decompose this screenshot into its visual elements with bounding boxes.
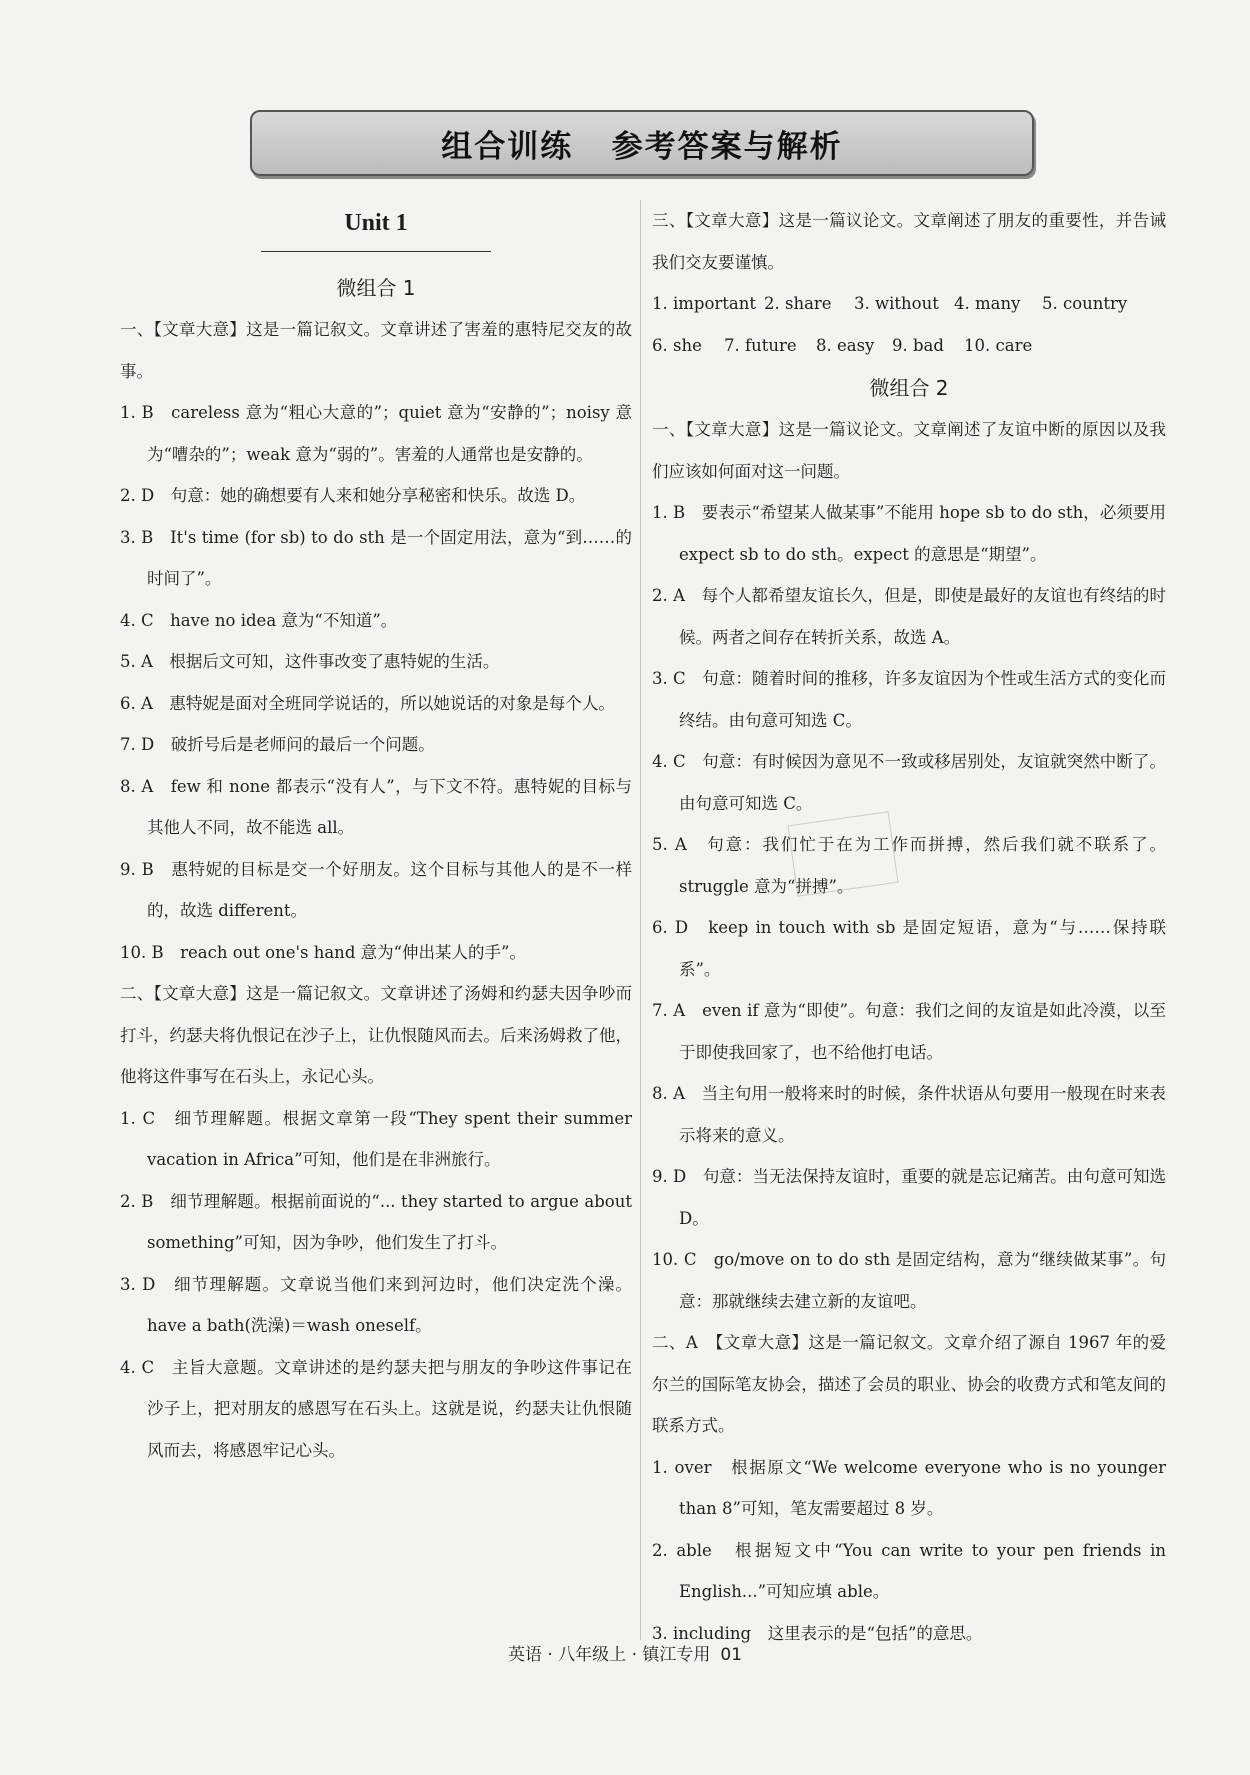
answer-item: 8. A 当主句用一般将来时的时候，条件状语从句要用一般现在时来表示将来的意义。 xyxy=(652,1084,1166,1145)
answer-item: 2. able 根据短文中“You can write to your pen friends in English...”可知应填 able。 xyxy=(652,1540,1166,1601)
section-intro: 一、【文章大意】这是一篇议论文。文章阐述了友谊中断的原因以及我们应该如何面对这一问题。 xyxy=(652,420,1166,481)
answer-item: 3. C 句意：随着时间的推移，许多友谊因为个性或生活方式的变化而终结。由句意可知选 C。 xyxy=(652,669,1166,730)
answer-item: 2. D 句意：她的确想要有人来和她分享秘密和快乐。故选 D。 xyxy=(120,486,586,505)
answer-item: 7. D 破折号后是老师问的最后一个问题。 xyxy=(120,735,435,754)
section-heading-1: 微组合 1 xyxy=(336,276,416,300)
answer-item: 2. B 细节理解题。根据前面说的“... they started to argue about something”可知，因为争吵，他们发生了打斗。 xyxy=(120,1191,632,1252)
page-footer xyxy=(0,1640,1250,1665)
fill-answer: 3. without xyxy=(854,294,939,313)
section-intro: 二、A 【文章大意】这是一篇记叙文。文章介绍了源自 1967 年的爱尔兰的国际笔友协会，描述了会员的职业、协会的收费方式和笔友间的联系方式。 xyxy=(652,1333,1166,1435)
answer-item: 6. A 惠特妮是面对全班同学说话的，所以她说话的对象是每个人。 xyxy=(120,693,615,713)
left-column xyxy=(120,200,632,1471)
answer-item: 4. C 句意：有时候因为意见不一致或移居别处，友谊就突然中断了。由句意可知选 C。 xyxy=(652,752,1166,813)
fill-answer: 6. she xyxy=(652,335,702,355)
section-intro: 三、【文章大意】这是一篇议论文。文章阐述了朋友的重要性，并告诫我们交友要谨慎。 xyxy=(652,211,1166,272)
answer-item: 1. B 要表示“希望某人做某事”不能用 hope sb to do sth，必须要用 expect sb to do sth。expect 的意思是“期望”。 xyxy=(652,503,1166,564)
answer-item: 9. B 惠特妮的目标是交一个好朋友。这个目标与其他人的是不一样的，故选 different。 xyxy=(120,859,632,920)
answer-item: 10. B reach out one's hand 意为“伸出某人的手”。 xyxy=(120,942,526,962)
title-banner xyxy=(250,110,1034,176)
answer-item: 10. C go/move on to do sth 是固定结构，意为“继续做某事”。句意：那就继续去建立新的友谊吧。 xyxy=(652,1250,1166,1311)
answer-item: 3. B It's time (for sb) to do sth 是一个固定用法，意为“到……的时间了”。 xyxy=(120,527,632,588)
fill-answer: 10. care xyxy=(964,335,1033,355)
section-intro: 二、【文章大意】这是一篇记叙文。文章讲述了汤姆和约瑟夫因争吵而打斗，约瑟夫将仇恨记在沙子上，让仇恨随风而去。后来汤姆救了他，他将这件事写在石头上，永记心头。 xyxy=(120,984,632,1086)
answer-item: 4. C 主旨大意题。文章讲述的是约瑟夫把与朋友的争吵这件事记在沙子上，把对朋友的感恩写在石头上。这就是说，约瑟夫让仇恨随风而去，将感恩牢记心头。 xyxy=(120,1357,632,1460)
fill-answer: 5. country xyxy=(1042,294,1128,313)
section-intro: 一、【文章大意】这是一篇记叙文。文章讲述了害羞的惠特尼交友的故事。 xyxy=(120,320,632,381)
answer-item: 7. A even if 意为“即使”。句意：我们之间的友谊是如此冷漠，以至于即使我回家了，也不给他打电话。 xyxy=(652,1001,1166,1062)
answer-item: 3. D 细节理解题。文章说当他们来到河边时，他们决定洗个澡。have a bath(洗澡)＝wash oneself。 xyxy=(120,1274,632,1335)
answer-item: 1. B careless 意为“粗心大意的”；quiet 意为“安静的”；noisy 意为“嘈杂的”；weak 意为“弱的”。害羞的人通常也是安静的。 xyxy=(120,403,632,464)
unit-title-rule xyxy=(261,251,491,252)
unit-title: Unit 1 xyxy=(344,210,408,236)
fill-answer: 7. future xyxy=(724,335,797,355)
page-number: 01 xyxy=(720,1645,743,1665)
answer-item: 9. D 句意：当无法保持友谊时，重要的就是忘记痛苦。由句意可知选 D。 xyxy=(652,1167,1166,1228)
column-divider xyxy=(640,200,641,1640)
fill-answer: 8. easy xyxy=(816,335,875,355)
answer-item: 2. A 每个人都希望友谊长久，但是，即使是最好的友谊也有终结的时候。两者之间存在转折关系，故选 A。 xyxy=(652,586,1166,647)
answer-item: 1. over 根据原文“We welcome everyone who is no younger than 8”可知，笔友需要超过 8 岁。 xyxy=(652,1457,1166,1518)
answer-item: 5. A 句意：我们忙于在为工作而拼搏，然后我们就不联系了。struggle 意为“拼搏”。 xyxy=(652,835,1166,896)
answer-item: 3. including 这里表示的是“包括”的意思。 xyxy=(652,1623,983,1643)
footer-label: 英语 · 八年级上 · 镇江专用 xyxy=(507,1645,711,1665)
answer-item: 5. A 根据后文可知，这件事改变了惠特妮的生活。 xyxy=(120,652,500,671)
fill-answer: 1. important xyxy=(652,294,757,313)
fill-answer: 4. many xyxy=(954,294,1021,313)
fill-answer: 9. bad xyxy=(892,335,944,355)
section-heading-2: 微组合 2 xyxy=(869,376,949,400)
answer-item: 8. A few 和 none 都表示“没有人”，与下文不符。惠特妮的目标与其他人不同，故不能选 all。 xyxy=(120,776,632,837)
fill-answers-row xyxy=(652,283,1166,325)
answer-item: 4. C have no idea 意为“不知道”。 xyxy=(120,610,398,630)
fill-answer: 2. share xyxy=(764,294,832,313)
watermark-stamp xyxy=(787,811,898,896)
fill-answers-row xyxy=(652,325,1166,367)
page-title: 组合训练 参考答案与解析 xyxy=(441,128,843,165)
answer-item: 6. D keep in touch with sb 是固定短语，意为“与……保持联系”。 xyxy=(652,918,1166,979)
right-column xyxy=(652,200,1166,1654)
answer-item: 1. C 细节理解题。根据文章第一段“They spent their summer vacation in Africa”可知，他们是在非洲旅行。 xyxy=(120,1108,632,1169)
